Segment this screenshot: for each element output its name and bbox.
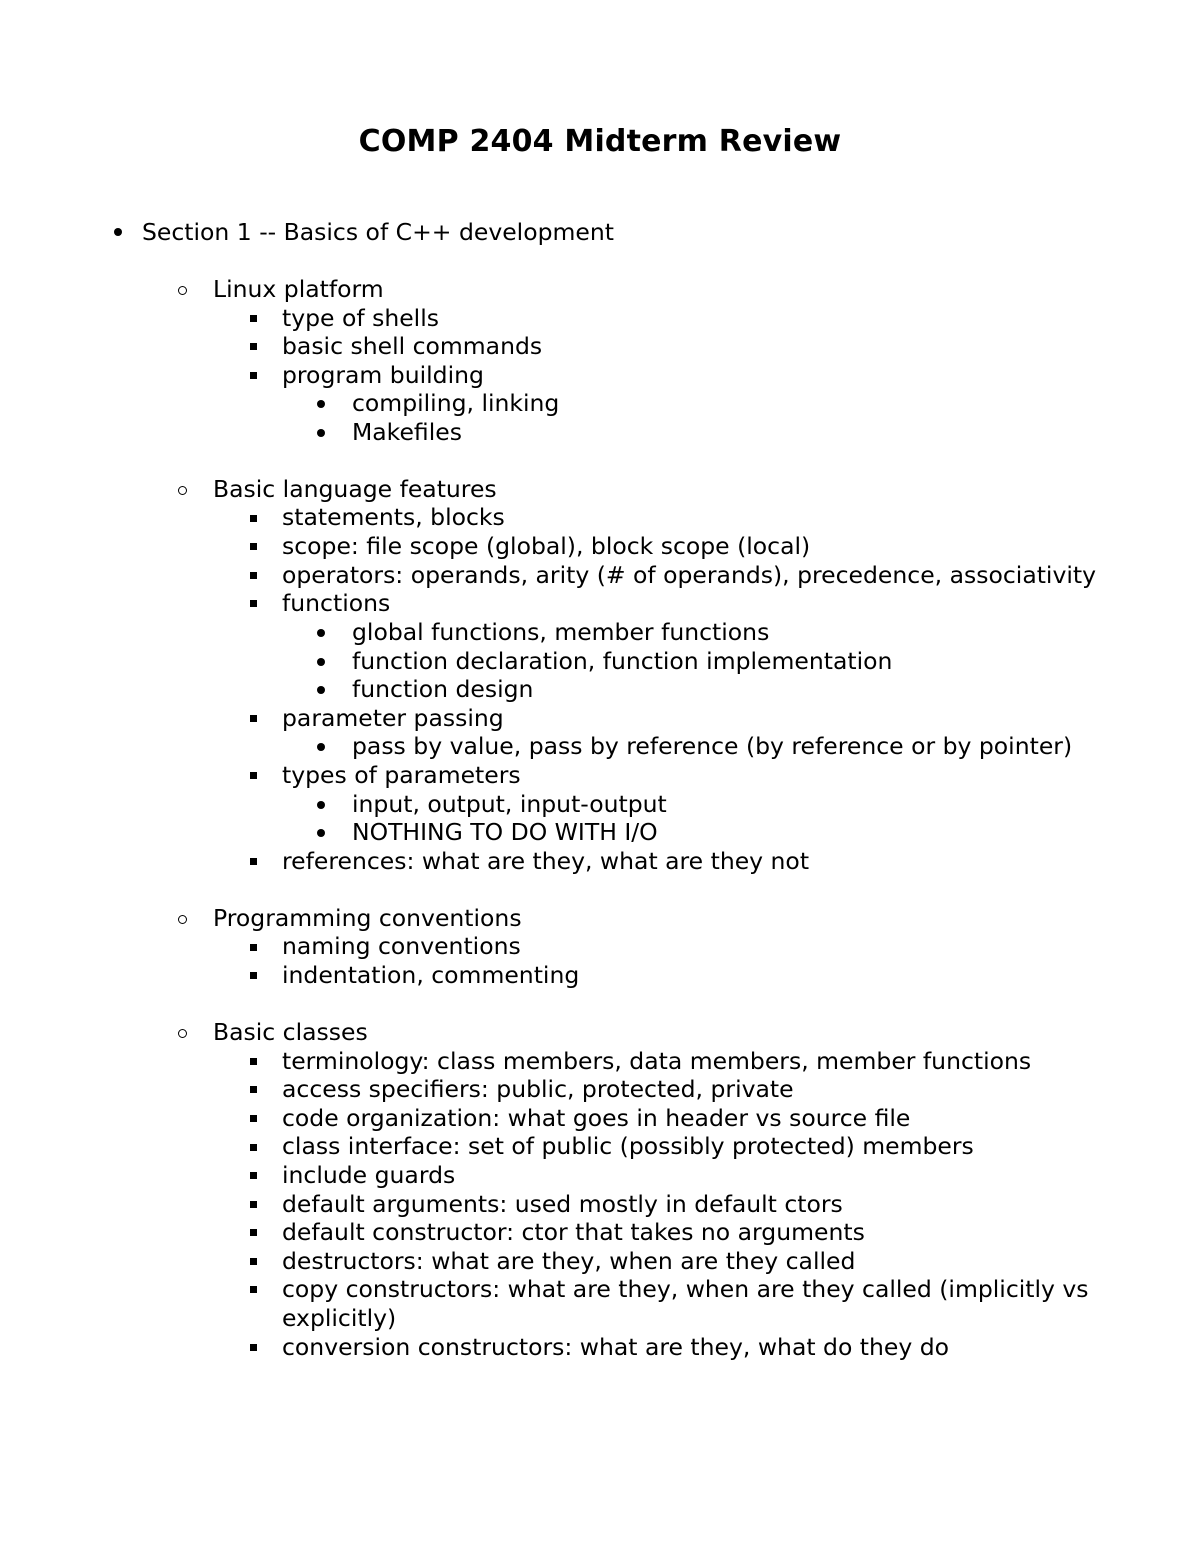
group-heading: Programming conventions	[213, 904, 522, 932]
group-heading: Linux platform	[213, 275, 384, 303]
list-item: type of shells	[282, 304, 439, 332]
square-bullet-icon	[250, 1344, 257, 1351]
sub-list-item: compiling, linking	[352, 389, 560, 417]
circle-bullet-icon	[178, 486, 187, 495]
list-item: scope: file scope (global), block scope (local)	[282, 532, 811, 560]
square-bullet-icon	[250, 1115, 257, 1122]
list-item: program building	[282, 361, 484, 389]
sub-list-item: function declaration, function implementation	[352, 647, 893, 675]
square-bullet-icon	[250, 600, 257, 607]
list-item: code organization: what goes in header vs source file	[282, 1104, 911, 1132]
list-item: conversion constructors: what are they, what do they do	[282, 1333, 950, 1361]
circle-bullet-icon	[178, 286, 187, 295]
disc-bullet-icon	[317, 658, 325, 666]
sub-list-item: Makefiles	[352, 418, 462, 446]
list-item: statements, blocks	[282, 503, 505, 531]
sub-list-item: NOTHING TO DO WITH I/O	[352, 818, 658, 846]
square-bullet-icon	[250, 1144, 257, 1151]
square-bullet-icon	[250, 1058, 257, 1065]
list-item: terminology: class members, data members, member functions	[282, 1047, 1032, 1075]
list-item: operators: operands, arity (# of operands), precedence, associativity	[282, 561, 1097, 589]
list-item: class interface: set of public (possibly protected) members	[282, 1132, 974, 1160]
square-bullet-icon	[250, 858, 257, 865]
square-bullet-icon	[250, 715, 257, 722]
square-bullet-icon	[250, 772, 257, 779]
circle-bullet-icon	[178, 1029, 187, 1038]
list-item: access specifiers: public, protected, private	[282, 1075, 794, 1103]
group-heading: Basic language features	[213, 475, 497, 503]
square-bullet-icon	[250, 1201, 257, 1208]
square-bullet-icon	[250, 972, 257, 979]
square-bullet-icon	[250, 1172, 257, 1179]
disc-bullet-icon	[317, 400, 325, 408]
square-bullet-icon	[250, 315, 257, 322]
section-heading: Section 1 -- Basics of C++ development	[142, 218, 614, 246]
disc-bullet-icon	[317, 743, 325, 751]
sub-list-item: pass by value, pass by reference (by reference or by pointer)	[352, 732, 1073, 760]
list-item: copy constructors: what are they, when are they called (implicitly vs	[282, 1275, 1089, 1303]
list-item: types of parameters	[282, 761, 521, 789]
list-item: indentation, commenting	[282, 961, 580, 989]
list-item: default arguments: used mostly in default ctors	[282, 1190, 843, 1218]
disc-bullet-icon	[317, 686, 325, 694]
sub-list-item: function design	[352, 675, 534, 703]
list-item: basic shell commands	[282, 332, 543, 360]
list-item: destructors: what are they, when are they called	[282, 1247, 856, 1275]
disc-bullet-icon	[317, 429, 325, 437]
square-bullet-icon	[250, 944, 257, 951]
list-item-continuation: explicitly)	[282, 1304, 397, 1332]
square-bullet-icon	[250, 1258, 257, 1265]
square-bullet-icon	[250, 543, 257, 550]
square-bullet-icon	[250, 572, 257, 579]
list-item: references: what are they, what are they not	[282, 847, 810, 875]
square-bullet-icon	[250, 1286, 257, 1293]
square-bullet-icon	[250, 372, 257, 379]
page-title: COMP 2404 Midterm Review	[358, 124, 842, 159]
disc-bullet-icon	[317, 629, 325, 637]
sub-list-item: global functions, member functions	[352, 618, 770, 646]
disc-bullet-icon	[114, 228, 122, 236]
list-item: naming conventions	[282, 932, 521, 960]
sub-list-item: input, output, input-output	[352, 790, 667, 818]
square-bullet-icon	[250, 1229, 257, 1236]
circle-bullet-icon	[178, 915, 187, 924]
square-bullet-icon	[250, 515, 257, 522]
square-bullet-icon	[250, 343, 257, 350]
list-item: parameter passing	[282, 704, 504, 732]
list-item: include guards	[282, 1161, 456, 1189]
disc-bullet-icon	[317, 829, 325, 837]
list-item: functions	[282, 589, 391, 617]
square-bullet-icon	[250, 1086, 257, 1093]
group-heading: Basic classes	[213, 1018, 368, 1046]
list-item: default constructor: ctor that takes no arguments	[282, 1218, 865, 1246]
disc-bullet-icon	[317, 801, 325, 809]
